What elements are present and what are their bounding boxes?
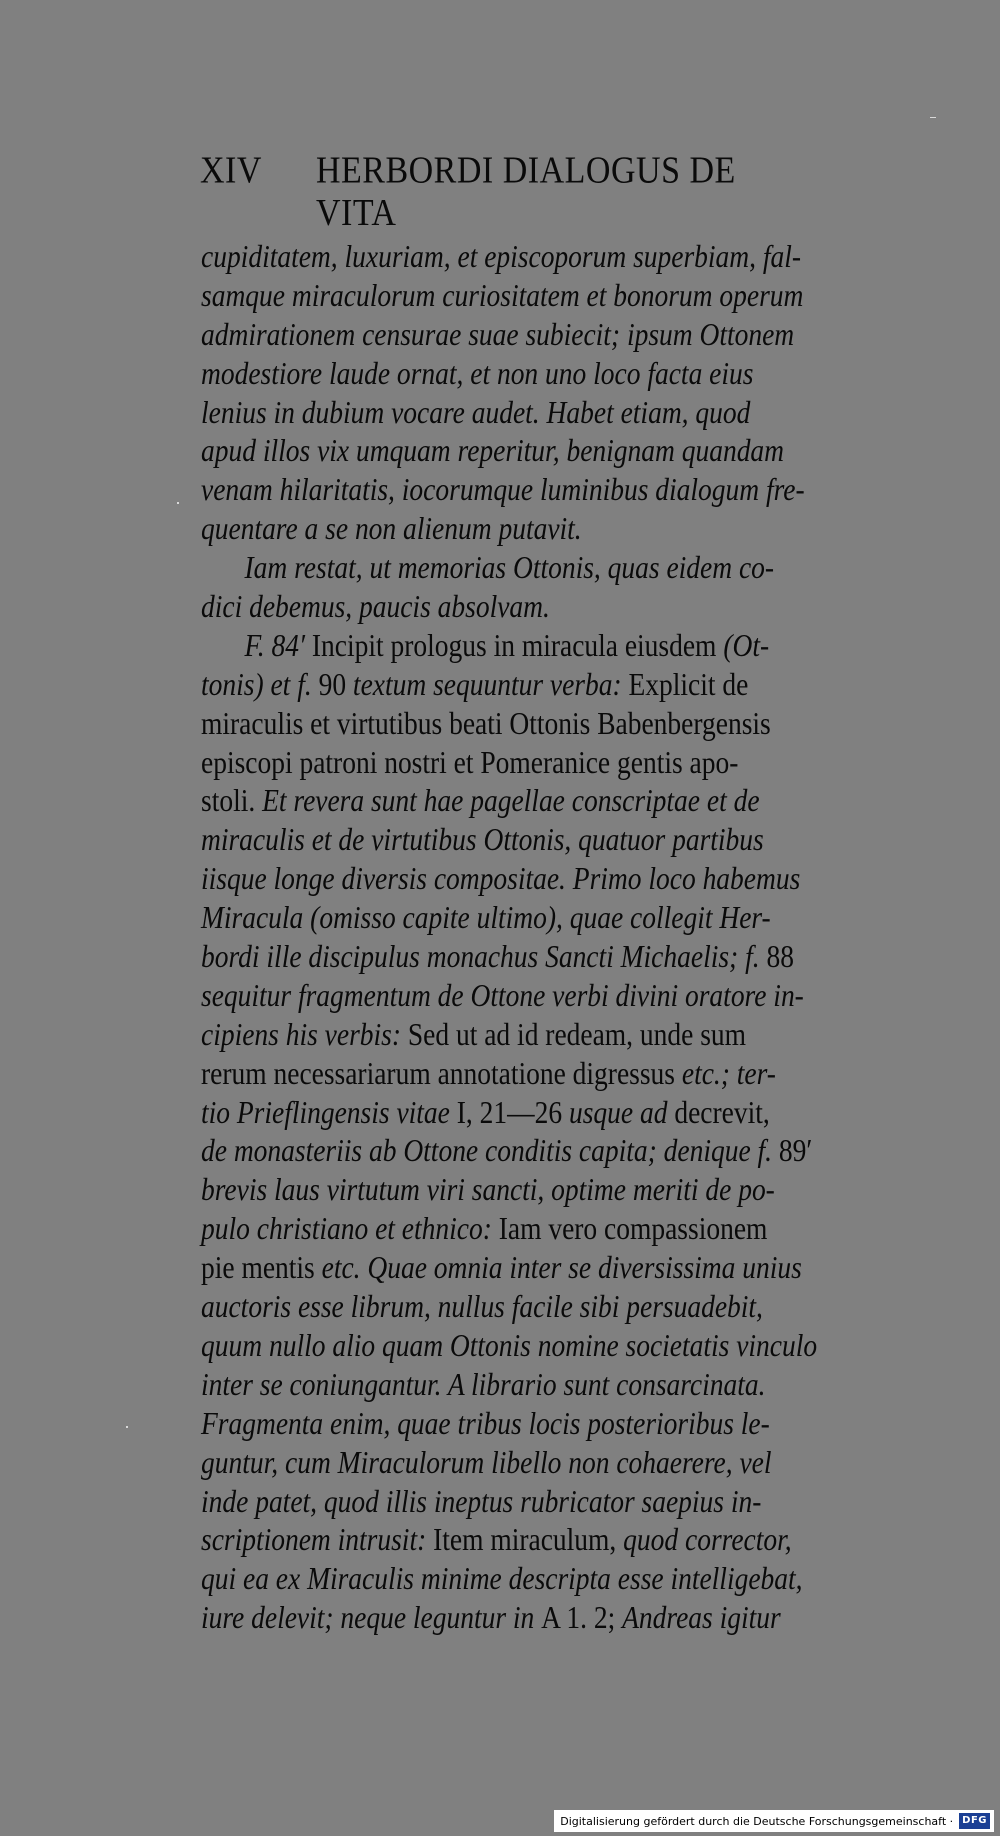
roman-text-run: Iam vero compassionem bbox=[498, 1211, 768, 1247]
italic-text-run: etc.; ter- bbox=[681, 1055, 776, 1091]
italic-text-run: quod corrector, bbox=[623, 1522, 792, 1558]
italic-text-run: Et revera sunt hae pagellae conscriptae et de bbox=[262, 783, 760, 819]
italic-text-run: iisque longe diversis compositae. Primo loco habemus bbox=[201, 861, 801, 897]
text-line bbox=[201, 744, 801, 783]
italic-text-run: venam hilaritatis, iocorumque luminibus dialogum fre- bbox=[201, 472, 805, 508]
running-head bbox=[200, 150, 800, 235]
italic-text-run: Miracula (omisso capite ultimo), quae collegit Her- bbox=[201, 900, 771, 936]
italic-text-run: usque ad bbox=[568, 1094, 675, 1130]
italic-text-run: lenius in dubium vocare audet. Habet etiam, quod bbox=[201, 394, 751, 430]
italic-text-run: quum nullo alio quam Ottonis nomine societatis vinculo bbox=[201, 1327, 818, 1363]
roman-text-run: Item miraculum, bbox=[433, 1522, 624, 1558]
roman-text-run: stoli. bbox=[201, 783, 263, 819]
italic-text-run: cupiditatem, luxuriam, et episcoporum superbiam, fal- bbox=[201, 239, 802, 274]
text-line bbox=[201, 666, 801, 705]
scan-speck bbox=[930, 117, 936, 118]
italic-text-run: qui ea ex Miraculis minime descripta esse intelligebat, bbox=[201, 1561, 803, 1597]
italic-text-run: brevis laus virtutum viri sancti, optime meriti de po- bbox=[201, 1172, 775, 1208]
body-text bbox=[201, 238, 891, 1638]
text-line bbox=[201, 860, 801, 899]
text-line bbox=[201, 627, 801, 666]
page-number: XIV bbox=[200, 150, 262, 192]
italic-text-run: tonis) et f. bbox=[201, 666, 319, 702]
dfg-logo: DFG bbox=[959, 1813, 990, 1829]
italic-text-run: guntur, cum Miraculorum libello non cohaerere, vel bbox=[201, 1444, 772, 1480]
text-line bbox=[201, 1132, 813, 1171]
text-line bbox=[201, 316, 801, 355]
text-line bbox=[201, 1521, 801, 1560]
text-line bbox=[201, 899, 801, 938]
text-line bbox=[201, 977, 804, 1016]
italic-text-run: quentare a se non alienum putavit. bbox=[201, 511, 582, 547]
roman-text-run: pie mentis bbox=[201, 1250, 322, 1286]
text-line bbox=[201, 1599, 801, 1638]
text-line bbox=[201, 938, 801, 977]
italic-text-run: textum sequuntur verba: bbox=[352, 666, 629, 702]
text-line bbox=[201, 394, 801, 433]
italic-text-run: apud illos vix umquam reperitur, benignam quandam bbox=[201, 433, 785, 469]
roman-text-run: Explicit de bbox=[628, 666, 749, 702]
text-line bbox=[201, 1483, 801, 1522]
italic-text-run: pulo christiano et ethnico: bbox=[201, 1211, 499, 1247]
italic-text-run: auctoris esse librum, nullus facile sibi persuadebit, bbox=[201, 1289, 763, 1325]
digitization-credit bbox=[554, 1810, 994, 1832]
text-line bbox=[201, 588, 801, 627]
text-line bbox=[201, 1366, 801, 1405]
italic-text-run: Iam restat, ut memorias Ottonis, quas eidem co- bbox=[244, 550, 775, 586]
roman-text-run: rerum necessariarum annotatione digressus bbox=[201, 1055, 682, 1091]
italic-text-run: sequitur fragmentum de Ottone verbi divini oratore in- bbox=[201, 977, 804, 1013]
text-line bbox=[201, 1171, 801, 1210]
italic-text-run: miraculis et de virtutibus Ottonis, quatuor partibus bbox=[201, 822, 764, 858]
roman-text-run: A 1. 2; bbox=[541, 1600, 623, 1636]
text-line bbox=[201, 1249, 801, 1288]
italic-text-run: admirationem censurae suae subiecit; ipsum Ottonem bbox=[201, 316, 795, 352]
italic-text-run: iure delevit; neque leguntur in bbox=[201, 1600, 542, 1636]
italic-text-run: tio Prieflingensis vitae bbox=[201, 1094, 457, 1130]
credit-text: Digitalisierung gefördert durch die Deutsche Forschungsgemeinschaft · bbox=[560, 1814, 954, 1828]
italic-text-run: cipiens his verbis: bbox=[201, 1016, 408, 1052]
text-line bbox=[201, 1405, 801, 1444]
italic-text-run: samque miraculorum curiositatem et bonorum operum bbox=[201, 277, 804, 313]
roman-text-run: 88 bbox=[766, 939, 794, 975]
scan-speck bbox=[177, 502, 179, 504]
text-line bbox=[201, 705, 801, 744]
italic-text-run: inde patet, quod illis ineptus rubricator saepius in- bbox=[201, 1483, 762, 1519]
text-line bbox=[201, 782, 801, 821]
roman-text-run: 89′ bbox=[778, 1133, 813, 1169]
running-title: HERBORDI DIALOGUS DE VITA bbox=[315, 150, 736, 234]
text-line bbox=[201, 1560, 801, 1599]
text-line bbox=[201, 1055, 801, 1094]
italic-text-run: etc. Quae omnia inter se diversissima unius bbox=[321, 1250, 802, 1286]
text-line bbox=[201, 1016, 801, 1055]
italic-text-run: de monasteriis ab Ottone conditis capita; denique f. bbox=[201, 1133, 779, 1169]
text-line bbox=[201, 471, 805, 510]
italic-text-run: inter se coniungantur. A librario sunt consarcinata. bbox=[201, 1366, 766, 1402]
text-line bbox=[201, 1288, 801, 1327]
text-line bbox=[201, 549, 801, 588]
roman-text-run: 90 bbox=[318, 666, 353, 702]
italic-text-run: Andreas igitur bbox=[622, 1600, 781, 1636]
italic-text-run: Fragmenta enim, quae tribus locis posterioribus le- bbox=[201, 1405, 770, 1441]
italic-text-run: bordi ille discipulus monachus Sancti Michaelis; f. bbox=[201, 939, 767, 975]
scan-speck bbox=[126, 1426, 128, 1428]
text-line bbox=[201, 432, 801, 471]
text-line bbox=[201, 1210, 801, 1249]
roman-text-run: miraculis et virtutibus beati Ottonis Babenbergensis bbox=[201, 705, 771, 741]
italic-text-run: scriptionem intrusit: bbox=[201, 1522, 434, 1558]
roman-text-run: Sed ut ad id redeam, unde sum bbox=[407, 1016, 747, 1052]
roman-text-run: Incipit prologus in miracula eiusdem bbox=[311, 627, 724, 663]
italic-text-run: (Ot- bbox=[723, 627, 770, 663]
roman-text-run: I, 21—26 bbox=[456, 1094, 569, 1130]
text-line bbox=[201, 821, 801, 860]
italic-text-run: modestiore laude ornat, et non uno loco facta eius bbox=[201, 355, 754, 391]
text-line bbox=[201, 238, 801, 277]
text-line bbox=[201, 1327, 818, 1366]
text-line bbox=[201, 1094, 801, 1133]
text-line bbox=[201, 277, 804, 316]
text-line bbox=[201, 355, 801, 394]
roman-text-run: episcopi patroni nostri et Pomeranice gentis apo- bbox=[201, 744, 739, 780]
text-line bbox=[201, 1444, 801, 1483]
italic-text-run: F. 84′ bbox=[244, 627, 312, 663]
text-line bbox=[201, 510, 801, 549]
italic-text-run: dici debemus, paucis absolvam. bbox=[201, 589, 550, 625]
roman-text-run: decrevit, bbox=[674, 1094, 770, 1130]
